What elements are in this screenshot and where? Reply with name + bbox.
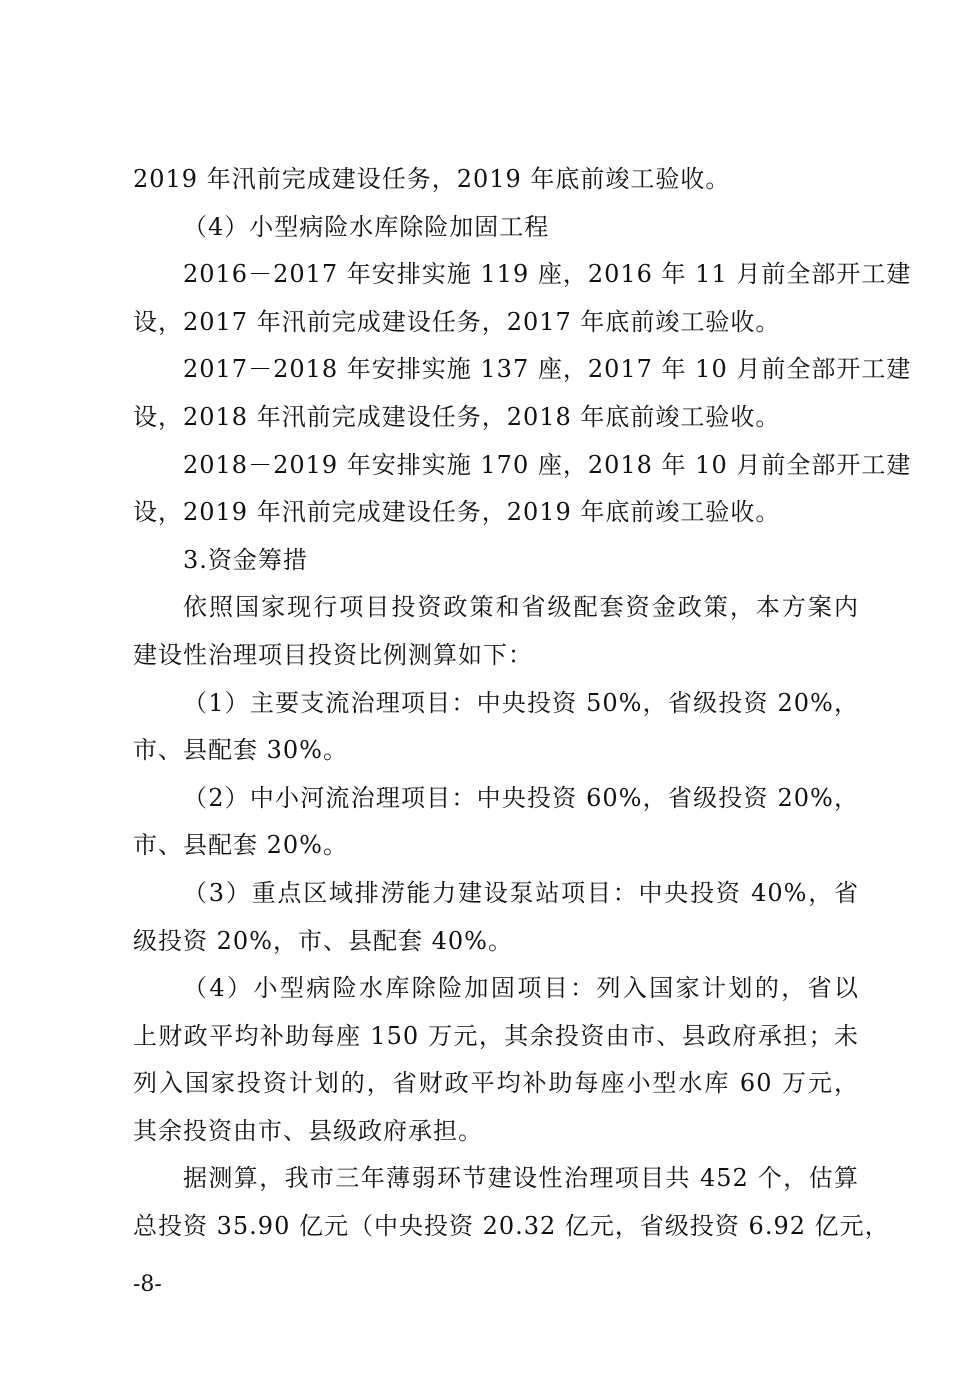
- paragraph: [133, 584, 859, 679]
- text-line: 3.资金筹措: [183, 545, 308, 574]
- paragraph: [133, 680, 859, 775]
- paragraph: [133, 156, 859, 204]
- paragraph: [133, 965, 859, 1155]
- page-number: -8-: [133, 1272, 162, 1297]
- paragraph: [133, 204, 859, 252]
- text-line: 级投资 20%，市、县配套 40%。: [133, 926, 513, 955]
- text-line: 建设性治理项目投资比例测算如下：: [133, 640, 533, 669]
- text-line: （4）小型病险水库除险加固工程: [183, 212, 550, 241]
- text-line: 2018－2019 年安排实施 170 座，2018 年 10 月前全部开工建: [183, 450, 912, 479]
- text-line: 市、县配套 30%。: [133, 736, 348, 765]
- text-line: 总投资 35.90 亿元（中央投资 20.32 亿元，省级投资 6.92 亿元，: [133, 1212, 890, 1241]
- text-line: （3）重点区域排涝能力建设泵站项目：中央投资 40%，省: [183, 878, 859, 907]
- paragraph: [133, 870, 859, 965]
- paragraph: [133, 442, 912, 537]
- text-line: 列入国家投资计划的，省财政平均补助每座小型水库 60 万元，: [133, 1069, 859, 1098]
- document-body: [133, 156, 912, 1251]
- paragraph: [133, 775, 859, 870]
- text-line: 其余投资由市、县级政府承担。: [133, 1116, 483, 1145]
- paragraph: [133, 251, 912, 346]
- text-line: 依照国家现行项目投资政策和省级配套资金政策，本方案内: [183, 593, 859, 622]
- paragraph: [133, 346, 912, 441]
- text-line: （4）小型病险水库除险加固项目：列入国家计划的，省以: [183, 974, 859, 1003]
- text-line: 据测算，我市三年薄弱环节建设性治理项目共 452 个，估算: [183, 1164, 859, 1193]
- text-line: 市、县配套 20%。: [133, 831, 348, 860]
- paragraph: [133, 1155, 890, 1250]
- text-line: （1）主要支流治理项目：中央投资 50%，省级投资 20%，: [183, 688, 859, 717]
- paragraph: [133, 537, 859, 585]
- text-line: 2017－2018 年安排实施 137 座，2017 年 10 月前全部开工建: [183, 355, 912, 384]
- text-line: （2）中小河流治理项目：中央投资 60%，省级投资 20%，: [183, 783, 859, 812]
- text-line: 设，2019 年汛前完成建设任务，2019 年底前竣工验收。: [133, 498, 781, 527]
- text-line: 2016－2017 年安排实施 119 座，2016 年 11 月前全部开工建: [183, 260, 912, 289]
- text-line: 设，2018 年汛前完成建设任务，2018 年底前竣工验收。: [133, 402, 781, 431]
- text-line: 设，2017 年汛前完成建设任务，2017 年底前竣工验收。: [133, 307, 781, 336]
- text-line: 上财政平均补助每座 150 万元，其余投资由市、县政府承担；未: [133, 1021, 859, 1050]
- text-line: 2019 年汛前完成建设任务，2019 年底前竣工验收。: [133, 165, 731, 193]
